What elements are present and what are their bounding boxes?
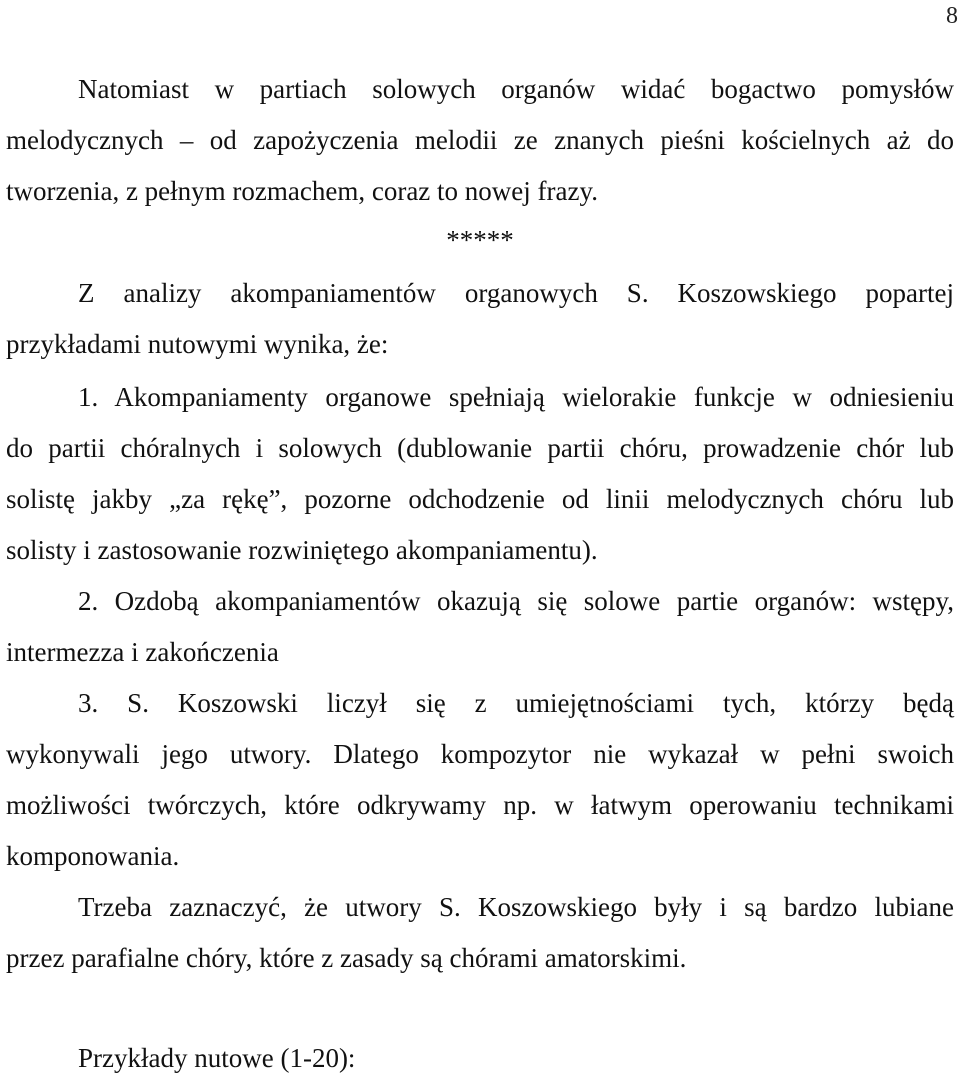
list-item-2-line: 2. Ozdobą akompaniamentów okazują się solowe partie organów: wstępy, [78, 586, 954, 616]
list-item-3-line: możliwości twórczych, które odkrywamy np. w łatwym operowaniu technikami [6, 790, 954, 820]
list-item-2-line: intermezza i zakończenia [6, 637, 279, 667]
list-item-3-line: 3. S. Koszowski liczył się z umiejętnościami tych, którzy będą [78, 688, 954, 718]
list-item-1-line: 1. Akompaniamenty organowe spełniają wielorakie funkcje w odniesieniu [78, 382, 954, 412]
music-examples-heading: Przykłady nutowe (1-20): [78, 1043, 356, 1073]
text-line: melodycznych – od zapożyczenia melodii ze znanych pieśni kościelnych aż do [6, 125, 954, 155]
text-line: Natomiast w partiach solowych organów widać bogactwo pomysłów [78, 74, 954, 104]
list-item-1-line: solisty i zastosowanie rozwiniętego akompaniamentu). [6, 535, 598, 565]
section-separator: ***** [446, 225, 514, 255]
text-line: Trzeba zaznaczyć, że utwory S. Koszowskiego były i są bardzo lubiane [78, 892, 954, 922]
page-number: 8 [946, 3, 958, 29]
text-line: przykładami nutowymi wynika, że: [6, 329, 389, 359]
list-item-1-line: solistę jakby „za rękę”, pozorne odchodzenie od linii melodycznych chóru lub [6, 484, 954, 514]
text-line: Z analizy akompaniamentów organowych S. Koszowskiego popartej [78, 278, 954, 308]
list-item-3-line: wykonywali jego utwory. Dlatego kompozytor nie wykazał w pełni swoich [6, 739, 954, 769]
list-item-1-line: do partii chóralnych i solowych (dublowanie partii chóru, prowadzenie chór lub [6, 433, 954, 463]
text-line: tworzenia, z pełnym rozmachem, coraz to nowej frazy. [6, 176, 598, 206]
list-item-3-line: komponowania. [6, 841, 180, 871]
text-line: przez parafialne chóry, które z zasady są chórami amatorskimi. [6, 943, 687, 973]
